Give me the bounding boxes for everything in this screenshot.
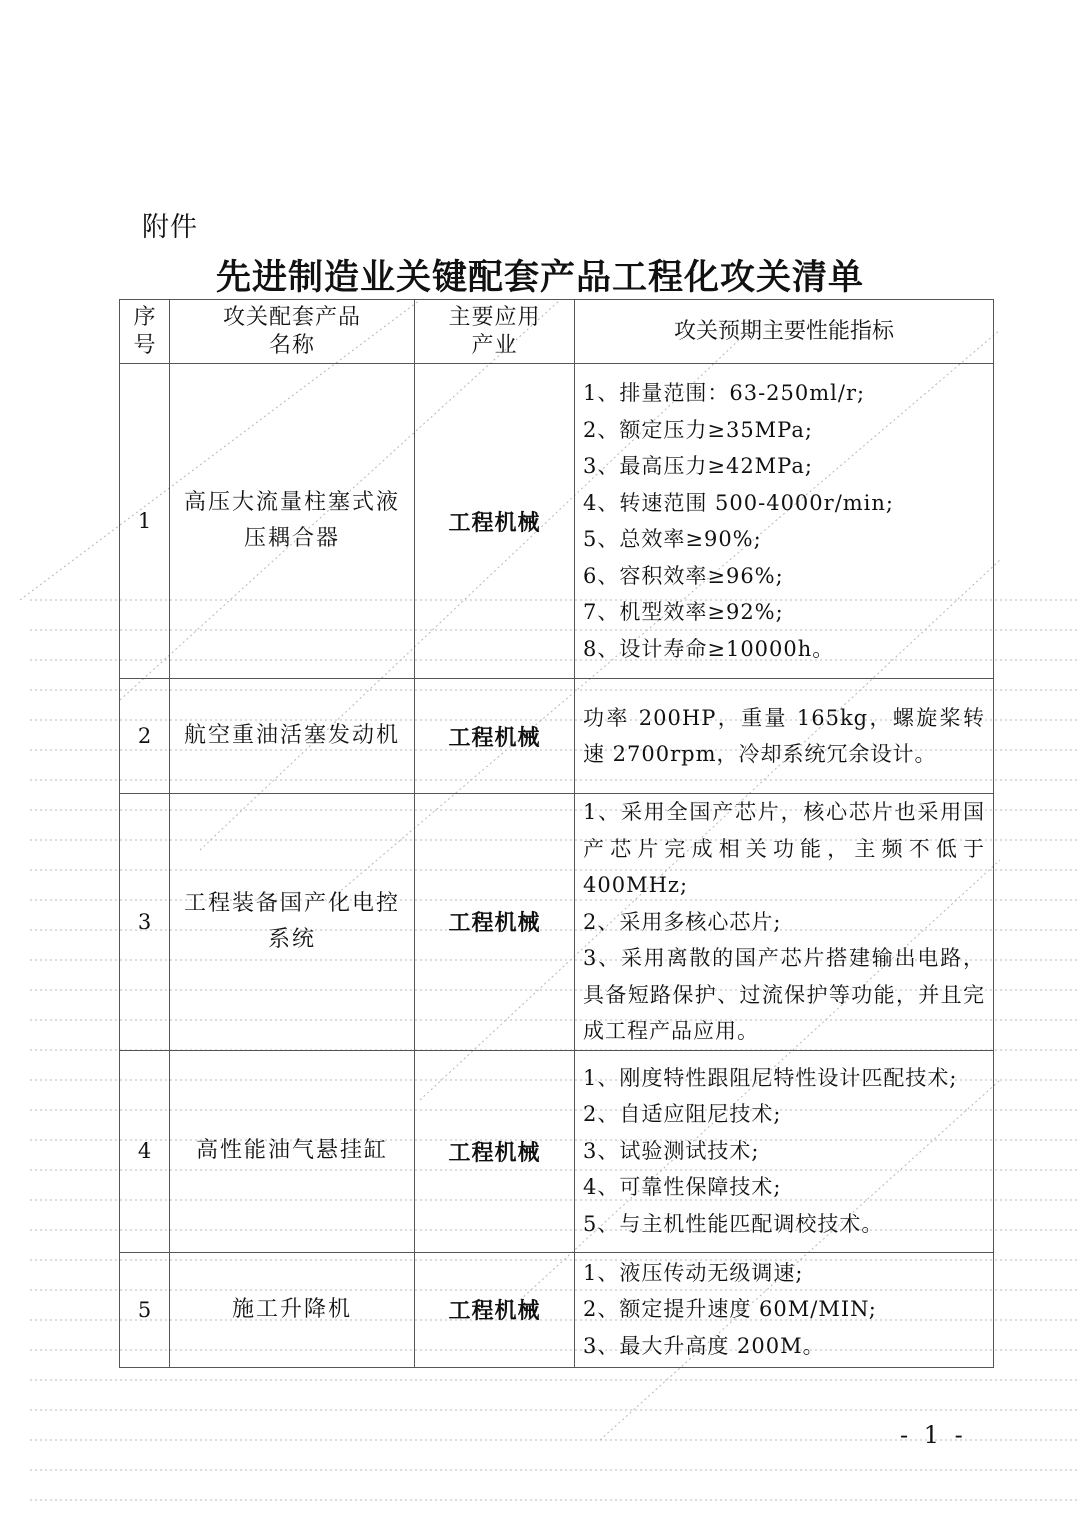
header-name-line2: 名称 [268, 332, 315, 358]
spec-line: 1、排量范围：63-250ml/r; [583, 381, 866, 405]
spec-line: 1、液压传动无级调速; [583, 1260, 804, 1285]
industry: 工程机械 [415, 1050, 575, 1252]
spec-cell [575, 1252, 994, 1367]
spec-line: 2、采用多核心芯片; [583, 909, 782, 934]
industry: 工程机械 [415, 679, 575, 794]
row-number: 4 [120, 1050, 170, 1252]
spec-line: 1、采用全国产芯片，核心芯片也采用国产芯片完成相关功能，主频不低于400MHz; [583, 800, 985, 897]
spec-line: 3、采用离散的国产芯片搭建输出电路，具备短路保护、过流保护等功能，并且完成工程产品应用。 [583, 946, 985, 1043]
table-row [120, 1050, 994, 1252]
product-name: 施工升降机 [170, 1252, 415, 1367]
row-number: 2 [120, 679, 170, 794]
product-name: 高性能油气悬挂缸 [170, 1050, 415, 1252]
spec-line: 8、设计寿命≥10000h。 [583, 636, 835, 661]
header-industry [415, 300, 575, 364]
header-product-name [170, 300, 415, 364]
page-number: - 1 - [900, 1421, 967, 1449]
spec-cell [575, 794, 994, 1051]
spec-line: 2、额定提升速度 60M/MIN; [583, 1297, 877, 1322]
row-number: 5 [120, 1252, 170, 1367]
header-industry-line1: 主要应用 [448, 304, 541, 330]
row-number: 3 [120, 794, 170, 1051]
attachment-label: 附件 [142, 212, 198, 243]
spec-cell [575, 679, 994, 794]
product-table [119, 299, 994, 1368]
table-row [120, 1252, 994, 1367]
spec-line: 7、机型效率≥92%; [583, 600, 784, 624]
header-spec: 攻关预期主要性能指标 [575, 300, 994, 364]
spec-line: 4、可靠性保障技术; [583, 1175, 782, 1200]
spec-line: 3、最高压力≥42MPa; [583, 454, 813, 478]
spec-line: 2、额定压力≥35MPa; [583, 417, 813, 442]
spec-line: 3、最大升高度 200M。 [583, 1333, 825, 1358]
header-no-line2: 号 [133, 332, 156, 358]
document-title: 先进制造业关键配套产品工程化攻关清单 [215, 257, 864, 298]
spec-line: 5、与主机性能匹配调校技术。 [583, 1211, 884, 1236]
product-name: 航空重油活塞发动机 [170, 679, 415, 794]
row-number: 1 [120, 364, 170, 679]
table-row [120, 679, 994, 794]
spec-paragraph: 功率 200HP，重量 165kg，螺旋桨转速 2700rpm，冷却系统冗余设计。 [583, 705, 985, 766]
industry: 工程机械 [415, 794, 575, 1051]
industry: 工程机械 [415, 364, 575, 679]
product-name: 工程装备国产化电控系统 [170, 794, 415, 1051]
spec-line: 3、试验测试技术; [583, 1138, 760, 1163]
header-no [120, 300, 170, 364]
industry: 工程机械 [415, 1252, 575, 1367]
table-row [120, 364, 994, 679]
header-name-line1: 攻关配套产品 [222, 304, 361, 330]
spec-line: 4、转速范围 500-4000r/min; [583, 490, 895, 515]
spec-line: 2、自适应阻尼技术; [583, 1102, 782, 1127]
spec-cell [575, 364, 994, 679]
spec-line: 1、刚度特性跟阻尼特性设计匹配技术; [583, 1065, 958, 1090]
product-name: 高压大流量柱塞式液压耦合器 [170, 364, 415, 679]
table-header-row [120, 300, 994, 364]
header-no-line1: 序 [133, 304, 156, 330]
spec-line: 6、容积效率≥96%; [583, 563, 784, 588]
header-industry-line2: 产业 [471, 332, 518, 358]
table-row [120, 794, 994, 1051]
spec-cell [575, 1050, 994, 1252]
spec-line: 5、总效率≥90%; [583, 527, 762, 551]
